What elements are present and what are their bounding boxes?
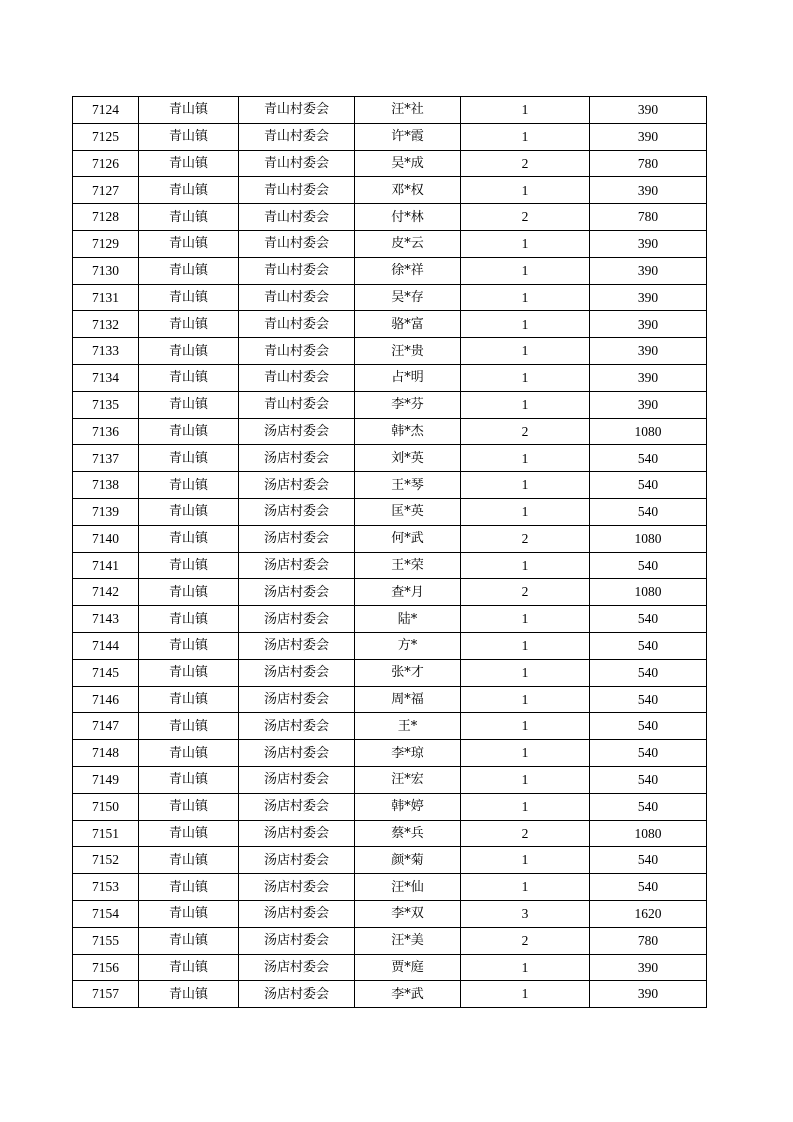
row-number-cell: 7154: [73, 900, 139, 927]
amount-cell: 780: [590, 927, 707, 954]
town-cell: 青山镇: [139, 659, 239, 686]
amount-cell: 1620: [590, 900, 707, 927]
town-cell: 青山镇: [139, 284, 239, 311]
table-row: [73, 659, 707, 686]
amount-cell: 540: [590, 498, 707, 525]
village-committee-cell: 汤店村委会: [239, 472, 355, 499]
household-count-cell: 2: [461, 418, 590, 445]
row-number-cell: 7129: [73, 230, 139, 257]
town-cell: 青山镇: [139, 686, 239, 713]
name-cell: 李*武: [355, 981, 461, 1008]
town-cell: 青山镇: [139, 525, 239, 552]
amount-cell: 780: [590, 204, 707, 231]
household-count-cell: 2: [461, 525, 590, 552]
village-committee-cell: 青山村委会: [239, 177, 355, 204]
town-cell: 青山镇: [139, 391, 239, 418]
table-row: [73, 257, 707, 284]
amount-cell: 540: [590, 740, 707, 767]
row-number-cell: 7145: [73, 659, 139, 686]
town-cell: 青山镇: [139, 820, 239, 847]
table-row: [73, 552, 707, 579]
household-count-cell: 1: [461, 606, 590, 633]
village-committee-cell: 汤店村委会: [239, 579, 355, 606]
row-number-cell: 7146: [73, 686, 139, 713]
town-cell: 青山镇: [139, 900, 239, 927]
household-count-cell: 1: [461, 97, 590, 124]
town-cell: 青山镇: [139, 498, 239, 525]
town-cell: 青山镇: [139, 874, 239, 901]
town-cell: 青山镇: [139, 740, 239, 767]
row-number-cell: 7143: [73, 606, 139, 633]
town-cell: 青山镇: [139, 338, 239, 365]
household-count-cell: 2: [461, 927, 590, 954]
table-row: [73, 606, 707, 633]
village-committee-cell: 青山村委会: [239, 150, 355, 177]
name-cell: 王*琴: [355, 472, 461, 499]
row-number-cell: 7126: [73, 150, 139, 177]
village-committee-cell: 汤店村委会: [239, 686, 355, 713]
village-committee-cell: 汤店村委会: [239, 713, 355, 740]
table-row: [73, 418, 707, 445]
town-cell: 青山镇: [139, 927, 239, 954]
row-number-cell: 7138: [73, 472, 139, 499]
table-row: [73, 981, 707, 1008]
table-row: [73, 525, 707, 552]
village-committee-cell: 汤店村委会: [239, 418, 355, 445]
amount-cell: 390: [590, 257, 707, 284]
town-cell: 青山镇: [139, 418, 239, 445]
row-number-cell: 7127: [73, 177, 139, 204]
town-cell: 青山镇: [139, 445, 239, 472]
name-cell: 李*琼: [355, 740, 461, 767]
village-committee-cell: 汤店村委会: [239, 766, 355, 793]
village-committee-cell: 汤店村委会: [239, 525, 355, 552]
household-count-cell: 1: [461, 793, 590, 820]
row-number-cell: 7124: [73, 97, 139, 124]
amount-cell: 390: [590, 123, 707, 150]
household-count-cell: 1: [461, 445, 590, 472]
row-number-cell: 7155: [73, 927, 139, 954]
name-cell: 许*霞: [355, 123, 461, 150]
row-number-cell: 7144: [73, 632, 139, 659]
row-number-cell: 7147: [73, 713, 139, 740]
table-row: [73, 311, 707, 338]
town-cell: 青山镇: [139, 204, 239, 231]
village-committee-cell: 汤店村委会: [239, 954, 355, 981]
household-count-cell: 1: [461, 177, 590, 204]
village-committee-cell: 青山村委会: [239, 364, 355, 391]
amount-cell: 540: [590, 659, 707, 686]
village-committee-cell: 青山村委会: [239, 311, 355, 338]
town-cell: 青山镇: [139, 713, 239, 740]
town-cell: 青山镇: [139, 632, 239, 659]
table-row: [73, 927, 707, 954]
household-count-cell: 1: [461, 123, 590, 150]
amount-cell: 540: [590, 713, 707, 740]
table-row: [73, 150, 707, 177]
household-count-cell: 1: [461, 230, 590, 257]
table-row: [73, 284, 707, 311]
name-cell: 汪*社: [355, 97, 461, 124]
household-count-cell: 1: [461, 713, 590, 740]
name-cell: 匡*英: [355, 498, 461, 525]
table-row: [73, 230, 707, 257]
amount-cell: 390: [590, 177, 707, 204]
table-row: [73, 579, 707, 606]
row-number-cell: 7131: [73, 284, 139, 311]
name-cell: 汪*贵: [355, 338, 461, 365]
table-row: [73, 740, 707, 767]
table-row: [73, 686, 707, 713]
table-row: [73, 391, 707, 418]
table-row: [73, 498, 707, 525]
row-number-cell: 7151: [73, 820, 139, 847]
town-cell: 青山镇: [139, 150, 239, 177]
household-count-cell: 1: [461, 659, 590, 686]
village-committee-cell: 汤店村委会: [239, 900, 355, 927]
name-cell: 查*月: [355, 579, 461, 606]
name-cell: 李*双: [355, 900, 461, 927]
household-count-cell: 1: [461, 472, 590, 499]
household-count-cell: 1: [461, 954, 590, 981]
name-cell: 徐*祥: [355, 257, 461, 284]
table-row: [73, 177, 707, 204]
amount-cell: 540: [590, 686, 707, 713]
name-cell: 吴*成: [355, 150, 461, 177]
town-cell: 青山镇: [139, 766, 239, 793]
name-cell: 周*福: [355, 686, 461, 713]
amount-cell: 540: [590, 793, 707, 820]
amount-cell: 540: [590, 552, 707, 579]
name-cell: 吴*存: [355, 284, 461, 311]
row-number-cell: 7135: [73, 391, 139, 418]
village-committee-cell: 汤店村委会: [239, 632, 355, 659]
town-cell: 青山镇: [139, 364, 239, 391]
name-cell: 韩*婷: [355, 793, 461, 820]
amount-cell: 390: [590, 311, 707, 338]
town-cell: 青山镇: [139, 177, 239, 204]
table-row: [73, 874, 707, 901]
household-count-cell: 1: [461, 874, 590, 901]
amount-cell: 390: [590, 364, 707, 391]
town-cell: 青山镇: [139, 793, 239, 820]
household-count-cell: 1: [461, 498, 590, 525]
row-number-cell: 7133: [73, 338, 139, 365]
household-count-cell: 1: [461, 632, 590, 659]
table-row: [73, 364, 707, 391]
table-row: [73, 713, 707, 740]
row-number-cell: 7152: [73, 847, 139, 874]
table-row: [73, 97, 707, 124]
village-committee-cell: 汤店村委会: [239, 498, 355, 525]
village-committee-cell: 汤店村委会: [239, 927, 355, 954]
roster-table: [72, 96, 707, 1008]
name-cell: 占*明: [355, 364, 461, 391]
household-count-cell: 1: [461, 391, 590, 418]
name-cell: 蔡*兵: [355, 820, 461, 847]
amount-cell: 540: [590, 472, 707, 499]
household-count-cell: 2: [461, 820, 590, 847]
town-cell: 青山镇: [139, 472, 239, 499]
row-number-cell: 7130: [73, 257, 139, 284]
row-number-cell: 7156: [73, 954, 139, 981]
amount-cell: 1080: [590, 820, 707, 847]
household-count-cell: 1: [461, 311, 590, 338]
amount-cell: 540: [590, 632, 707, 659]
amount-cell: 540: [590, 766, 707, 793]
table-row: [73, 793, 707, 820]
town-cell: 青山镇: [139, 123, 239, 150]
row-number-cell: 7136: [73, 418, 139, 445]
row-number-cell: 7128: [73, 204, 139, 231]
row-number-cell: 7148: [73, 740, 139, 767]
town-cell: 青山镇: [139, 257, 239, 284]
table-row: [73, 847, 707, 874]
household-count-cell: 1: [461, 686, 590, 713]
name-cell: 贾*庭: [355, 954, 461, 981]
row-number-cell: 7125: [73, 123, 139, 150]
row-number-cell: 7140: [73, 525, 139, 552]
amount-cell: 390: [590, 338, 707, 365]
name-cell: 汪*宏: [355, 766, 461, 793]
amount-cell: 1080: [590, 418, 707, 445]
household-count-cell: 1: [461, 338, 590, 365]
household-count-cell: 2: [461, 150, 590, 177]
name-cell: 张*才: [355, 659, 461, 686]
table-row: [73, 204, 707, 231]
table-row: [73, 338, 707, 365]
name-cell: 汪*美: [355, 927, 461, 954]
village-committee-cell: 青山村委会: [239, 338, 355, 365]
row-number-cell: 7141: [73, 552, 139, 579]
table-row: [73, 954, 707, 981]
village-committee-cell: 汤店村委会: [239, 820, 355, 847]
table-row: [73, 766, 707, 793]
name-cell: 王*荣: [355, 552, 461, 579]
town-cell: 青山镇: [139, 552, 239, 579]
row-number-cell: 7150: [73, 793, 139, 820]
household-count-cell: 1: [461, 552, 590, 579]
amount-cell: 390: [590, 391, 707, 418]
row-number-cell: 7132: [73, 311, 139, 338]
village-committee-cell: 汤店村委会: [239, 606, 355, 633]
village-committee-cell: 青山村委会: [239, 391, 355, 418]
table-row: [73, 472, 707, 499]
village-committee-cell: 青山村委会: [239, 97, 355, 124]
amount-cell: 1080: [590, 525, 707, 552]
amount-cell: 390: [590, 230, 707, 257]
amount-cell: 540: [590, 445, 707, 472]
household-count-cell: 1: [461, 364, 590, 391]
town-cell: 青山镇: [139, 954, 239, 981]
name-cell: 皮*云: [355, 230, 461, 257]
town-cell: 青山镇: [139, 981, 239, 1008]
amount-cell: 540: [590, 874, 707, 901]
household-count-cell: 1: [461, 740, 590, 767]
household-count-cell: 1: [461, 284, 590, 311]
village-committee-cell: 汤店村委会: [239, 552, 355, 579]
table-row: [73, 445, 707, 472]
amount-cell: 780: [590, 150, 707, 177]
village-committee-cell: 汤店村委会: [239, 793, 355, 820]
row-number-cell: 7149: [73, 766, 139, 793]
village-committee-cell: 汤店村委会: [239, 847, 355, 874]
row-number-cell: 7134: [73, 364, 139, 391]
village-committee-cell: 青山村委会: [239, 284, 355, 311]
household-count-cell: 1: [461, 257, 590, 284]
village-committee-cell: 汤店村委会: [239, 981, 355, 1008]
row-number-cell: 7153: [73, 874, 139, 901]
household-count-cell: 1: [461, 981, 590, 1008]
amount-cell: 540: [590, 606, 707, 633]
row-number-cell: 7139: [73, 498, 139, 525]
table-row: [73, 900, 707, 927]
name-cell: 颜*菊: [355, 847, 461, 874]
town-cell: 青山镇: [139, 606, 239, 633]
amount-cell: 1080: [590, 579, 707, 606]
name-cell: 韩*杰: [355, 418, 461, 445]
amount-cell: 390: [590, 981, 707, 1008]
village-committee-cell: 汤店村委会: [239, 740, 355, 767]
amount-cell: 390: [590, 97, 707, 124]
household-count-cell: 2: [461, 204, 590, 231]
name-cell: 付*林: [355, 204, 461, 231]
roster-table-body: [73, 97, 707, 1008]
name-cell: 汪*仙: [355, 874, 461, 901]
amount-cell: 390: [590, 284, 707, 311]
town-cell: 青山镇: [139, 311, 239, 338]
name-cell: 刘*英: [355, 445, 461, 472]
name-cell: 邓*权: [355, 177, 461, 204]
household-count-cell: 2: [461, 579, 590, 606]
name-cell: 陆*: [355, 606, 461, 633]
village-committee-cell: 汤店村委会: [239, 874, 355, 901]
town-cell: 青山镇: [139, 230, 239, 257]
village-committee-cell: 汤店村委会: [239, 659, 355, 686]
table-row: [73, 820, 707, 847]
town-cell: 青山镇: [139, 97, 239, 124]
village-committee-cell: 汤店村委会: [239, 445, 355, 472]
household-count-cell: 3: [461, 900, 590, 927]
village-committee-cell: 青山村委会: [239, 123, 355, 150]
name-cell: 方*: [355, 632, 461, 659]
amount-cell: 540: [590, 847, 707, 874]
household-count-cell: 1: [461, 766, 590, 793]
amount-cell: 390: [590, 954, 707, 981]
village-committee-cell: 青山村委会: [239, 204, 355, 231]
village-committee-cell: 青山村委会: [239, 257, 355, 284]
row-number-cell: 7137: [73, 445, 139, 472]
row-number-cell: 7157: [73, 981, 139, 1008]
town-cell: 青山镇: [139, 847, 239, 874]
name-cell: 王*: [355, 713, 461, 740]
name-cell: 李*芬: [355, 391, 461, 418]
village-committee-cell: 青山村委会: [239, 230, 355, 257]
table-row: [73, 123, 707, 150]
town-cell: 青山镇: [139, 579, 239, 606]
household-count-cell: 1: [461, 847, 590, 874]
name-cell: 骆*富: [355, 311, 461, 338]
name-cell: 何*武: [355, 525, 461, 552]
table-row: [73, 632, 707, 659]
row-number-cell: 7142: [73, 579, 139, 606]
